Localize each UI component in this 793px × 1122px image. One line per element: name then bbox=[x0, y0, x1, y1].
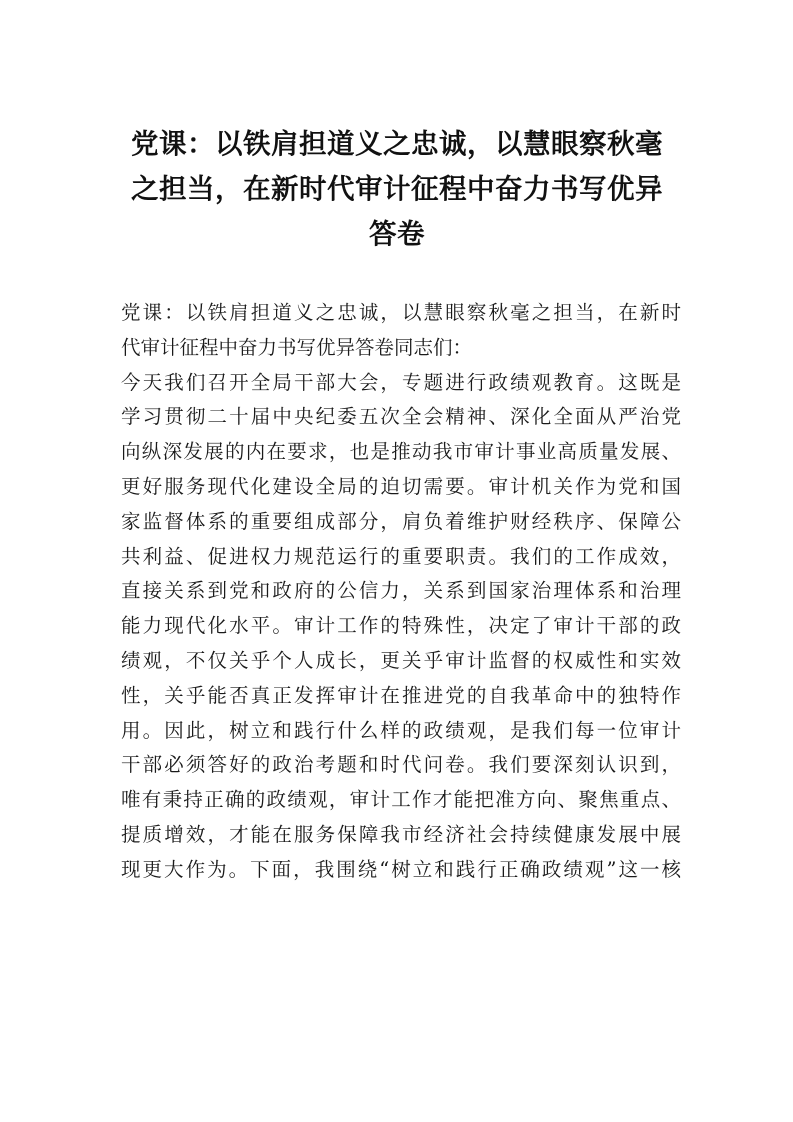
title-line: 答卷 bbox=[369, 218, 425, 250]
body-line: 今天我们召开全局干部大会，专题进行政绩观教育。这既是 bbox=[121, 370, 681, 394]
body-line: 党课：以铁肩担道义之忠诚，以慧眼察秋毫之担当，在新时 bbox=[121, 301, 681, 324]
body-line: 代审计征程中奋力书写优异答卷同志们： bbox=[121, 335, 473, 359]
body-line: 共利益、促进权力规范运行的重要职责。我们的工作成效， bbox=[121, 544, 681, 568]
body-line: 能力现代化水平。审计工作的特殊性，决定了审计干部的政 bbox=[121, 614, 681, 638]
body-line: 现更大作为。下面，我围绕“树立和践行正确政绩观”这一核 bbox=[121, 857, 681, 881]
body-line: 用。因此，树立和践行什么样的政绩观，是我们每一位审计 bbox=[121, 718, 681, 742]
body-line: 直接关系到党和政府的公信力，关系到国家治理体系和治理 bbox=[121, 579, 681, 603]
body-line: 向纵深发展的内在要求，也是推动我市审计事业高质量发展、 bbox=[121, 440, 681, 464]
body-line: 性，关乎能否真正发挥审计在推进党的自我革命中的独特作 bbox=[121, 683, 681, 707]
body-line: 提质增效，才能在服务保障我市经济社会持续健康发展中展 bbox=[121, 822, 681, 846]
body-line: 唯有秉持正确的政绩观，审计工作才能把准方向、聚焦重点、 bbox=[121, 788, 681, 812]
body-line: 干部必须答好的政治考题和时代问卷。我们要深刻认识到， bbox=[121, 753, 681, 777]
document-title bbox=[118, 122, 676, 257]
document-body bbox=[121, 296, 681, 888]
title-line: 之担当，在新时代审计征程中奋力书写优异 bbox=[131, 173, 663, 205]
body-line: 家监督体系的重要组成部分，肩负着维护财经秩序、保障公 bbox=[121, 509, 681, 533]
body-line: 更好服务现代化建设全局的迫切需要。审计机关作为党和国 bbox=[121, 474, 681, 498]
body-line: 绩观，不仅关乎个人成长，更关乎审计监督的权威性和实效 bbox=[121, 648, 681, 672]
title-line: 党课：以铁肩担道义之忠诚，以慧眼察秋毫 bbox=[131, 128, 663, 160]
body-line: 学习贯彻二十届中央纪委五次全会精神、深化全面从严治党 bbox=[121, 405, 681, 429]
